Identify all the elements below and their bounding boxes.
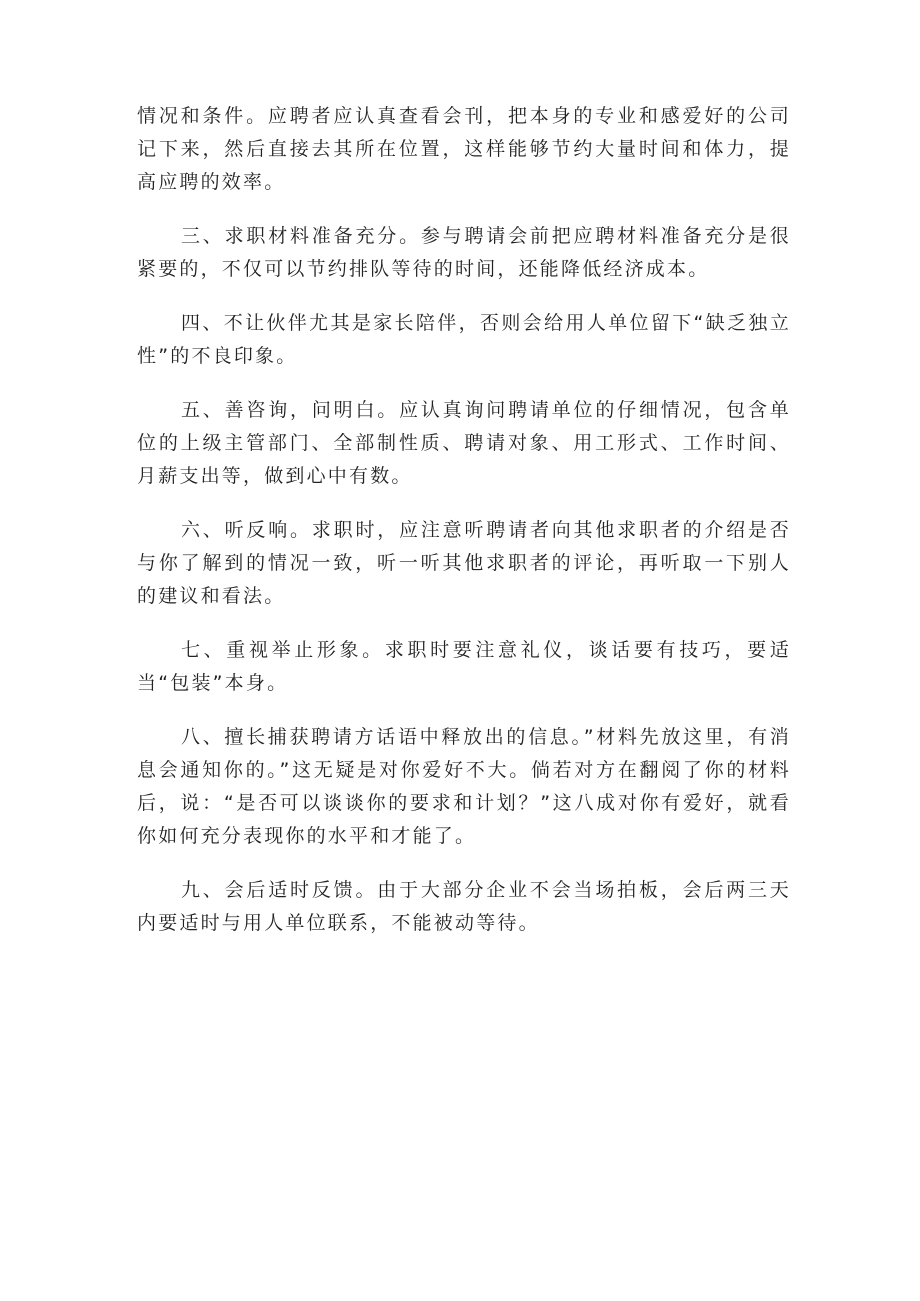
paragraph-item-4: 四、不让伙伴尤其是家长陪伴，否则会给用人单位留下“缺乏独立性”的不良印象。 bbox=[137, 312, 791, 367]
paragraph-item-5: 五、善咨询，问明白。应认真询问聘请单位的仔细情况，包含单位的上级主管部门、全部制性质、聘请对象、用工形式、工作时间、月薪支出等，做到心中有数。 bbox=[137, 399, 791, 487]
paragraph-item-7: 七、重视举止形象。求职时要注意礼仪，谈话要有技巧，要适当“包装”本身。 bbox=[137, 639, 791, 694]
document-body bbox=[137, 100, 791, 961]
paragraph-continued: 情况和条件。应聘者应认真查看会刊，把本身的专业和感爱好的公司记下来，然后直接去其所在位置，这样能够节约大量时间和体力，提高应聘的效率。 bbox=[137, 105, 791, 193]
paragraph-item-3: 三、求职材料准备充分。参与聘请会前把应聘材料准备充分是很紧要的，不仅可以节约排队等待的时间，还能降低经济成本。 bbox=[137, 225, 791, 280]
paragraph-item-8: 八、擅长捕获聘请方话语中释放出的信息。”材料先放这里，有消息会通知你的。”这无疑是对你爱好不大。倘若对方在翻阅了你的材料后，说：“是否可以谈谈你的要求和计划？”这八成对你有爱好，就看你如何充分表现你的水平和才能了。 bbox=[137, 726, 791, 847]
paragraph-item-9: 九、会后适时反馈。由于大部分企业不会当场拍板，会后两三天内要适时与用人单位联系，不能被动等待。 bbox=[137, 879, 791, 934]
paragraph-item-6: 六、听反响。求职时，应注意听聘请者向其他求职者的介绍是否与你了解到的情况一致，听一听其他求职者的评论，再听取一下别人的建议和看法。 bbox=[137, 519, 791, 607]
